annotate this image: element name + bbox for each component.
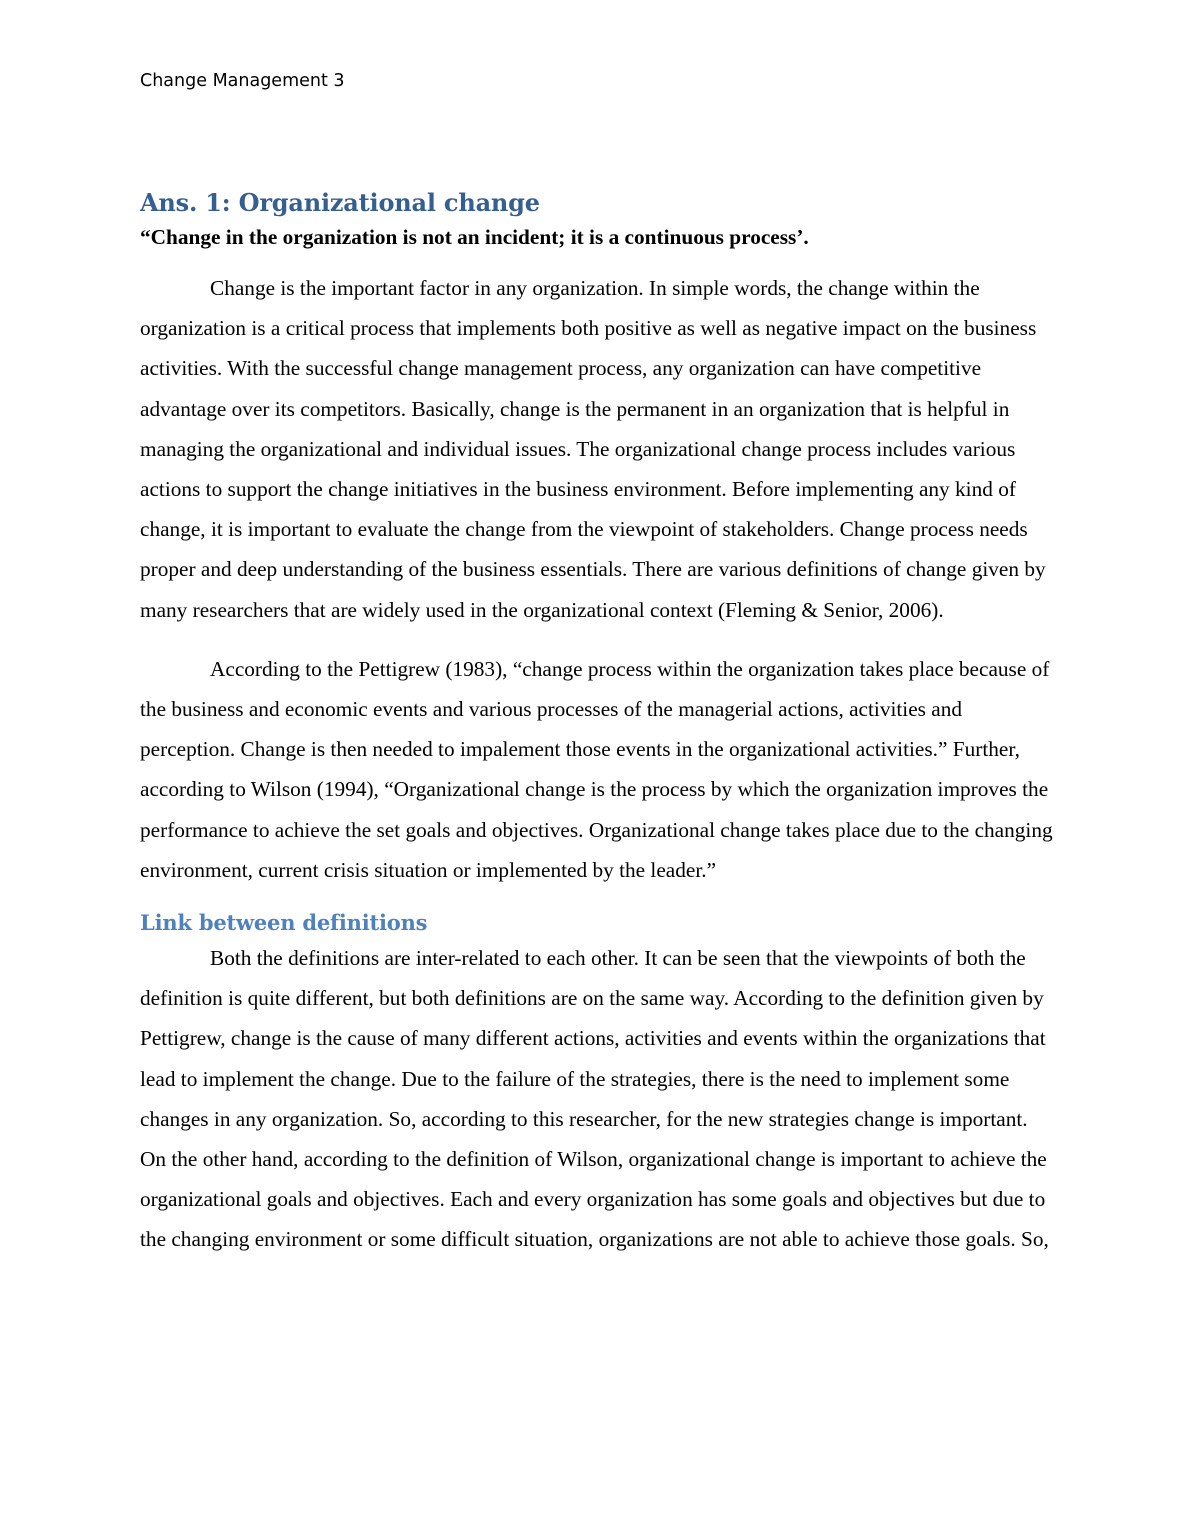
bold-quote: “Change in the organization is not an incident; it is a continuous process’. <box>140 225 809 249</box>
section-heading-organizational-change: Ans. 1: Organizational change <box>140 188 540 217</box>
running-header: Change Management 3 <box>140 71 345 91</box>
section-heading-link-between-definitions: Link between definitions <box>140 910 428 936</box>
paragraph-definitions: According to the Pettigrew (1983), “change process within the organization takes place because of the business and economic events and various processes of the managerial actions, activities and perception. Change is then needed to impalement those events in the organizational activities.” Further, according to Wilson (1994), “Organizational change is the process by which the organization improves the performance to achieve the set goals and objectives. Organizational change takes place due to the changing environment, current crisis situation or implemented by the leader.” <box>140 656 1053 882</box>
paragraph-change-importance: Change is the important factor in any organization. In simple words, the change within the organization is a critical process that implements both positive as well as negative impact on the business activities. With the successful change management process, any organization can have competitive advantage over its competitors. Basically, change is the permanent in an organization that is helpful in managing the organizational and individual issues. The organizational change process includes various actions to support the change initiatives in the business environment. Before implementing any kind of change, it is important to evaluate the change from the viewpoint of stakeholders. Change process needs proper and deep understanding of the business essentials. There are various definitions of change given by many researchers that are widely used in the organizational context (Fleming & Senior, 2006). <box>140 276 1046 622</box>
paragraph-link-between-definitions: Both the definitions are inter-related to each other. It can be seen that the viewpoints of both the definition is quite different, but both definitions are on the same way. According to the definition given by Pettigrew, change is the cause of many different actions, activities and events within the organizations that lead to implement the change. Due to the failure of the strategies, there is the need to implement some changes in any organization. So, according to this researcher, for the new strategies change is important. On the other hand, according to the definition of Wilson, organizational change is important to achieve the organizational goals and objectives. Each and every organization has some goals and objectives but due to the changing environment or some difficult situation, organizations are not able to achieve those goals. So, <box>140 946 1049 1252</box>
document-body <box>140 186 1055 1260</box>
